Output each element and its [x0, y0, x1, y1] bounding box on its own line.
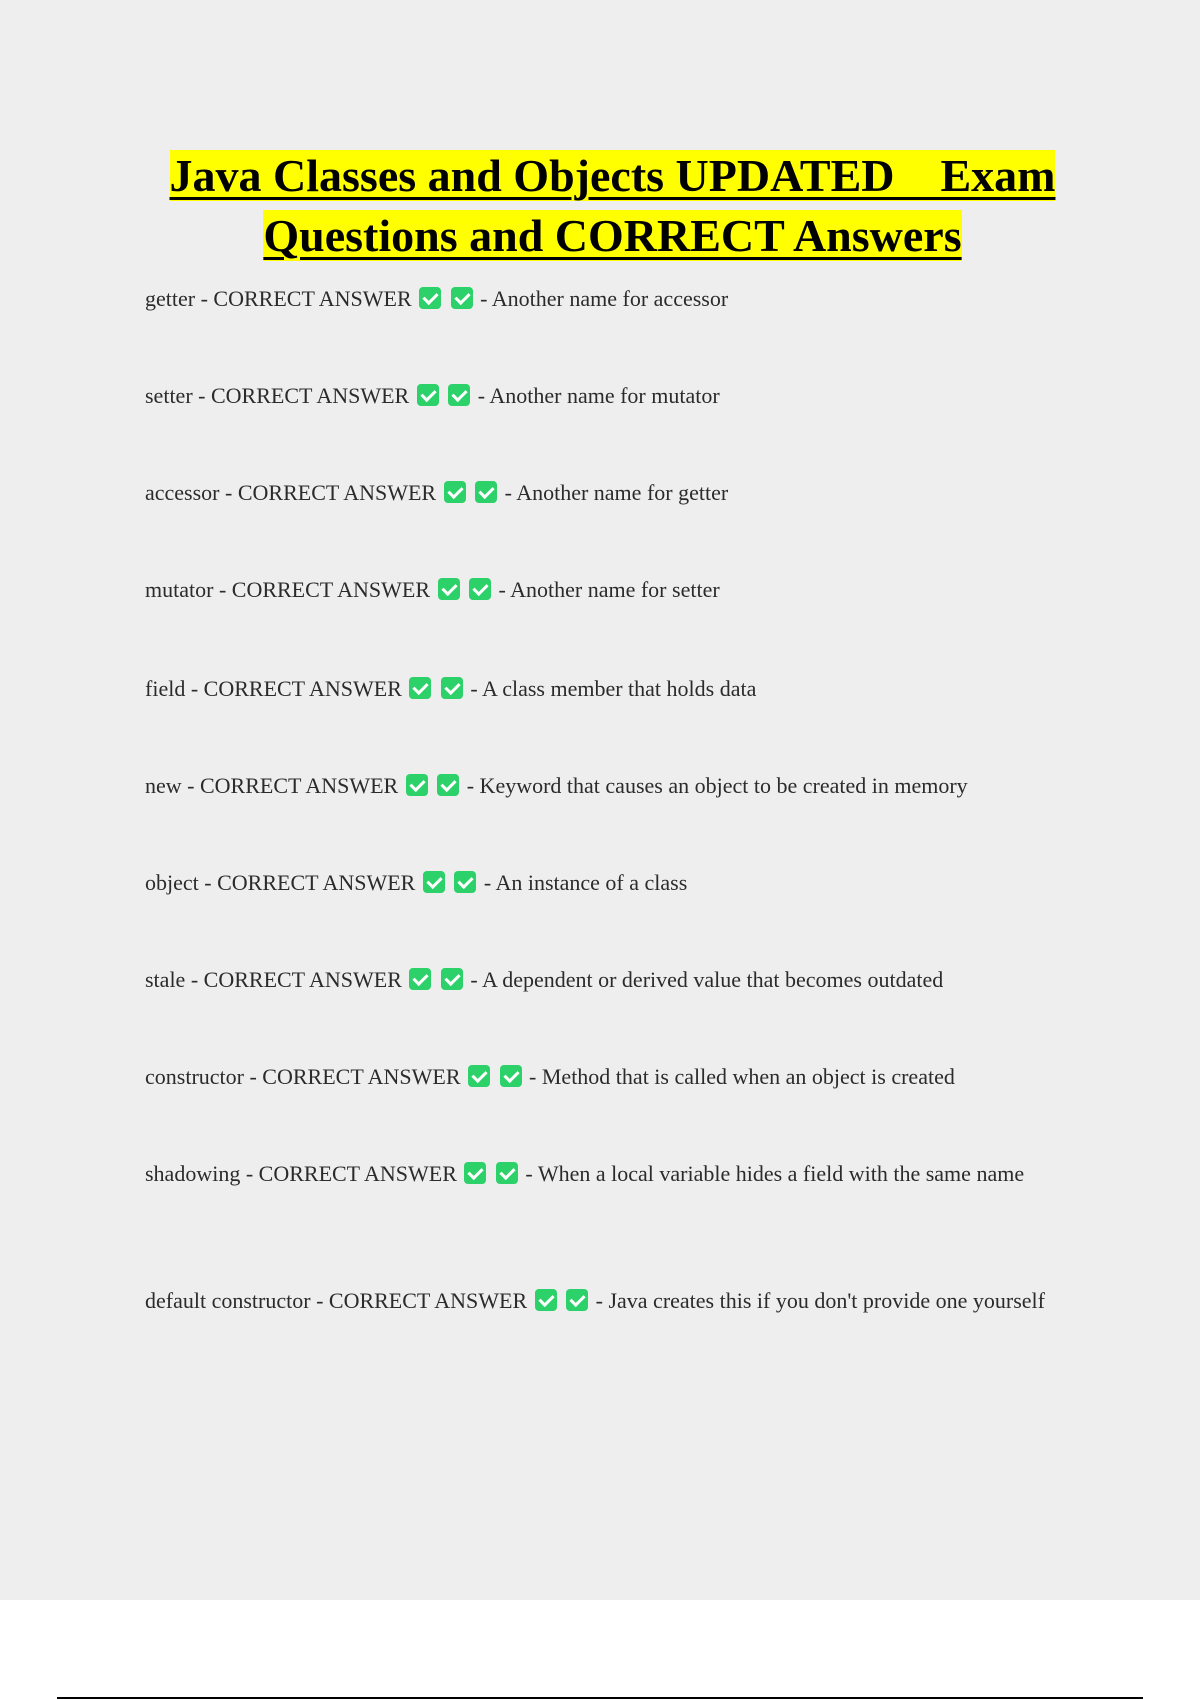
check-box-icon	[468, 1065, 490, 1087]
entry-definition: - Another name for accessor	[480, 286, 729, 311]
correct-answer-label: CORRECT ANSWER	[262, 1064, 461, 1089]
qa-entry-object: object - CORRECT ANSWER - An instance of a class	[145, 870, 688, 895]
entry-term: constructor	[145, 1064, 244, 1089]
entry-definition: - Java creates this if you don't provide one yourself	[595, 1288, 1045, 1313]
entry-term: mutator	[145, 577, 214, 602]
check-box-icon	[448, 384, 470, 406]
correct-answer-label: CORRECT ANSWER	[258, 1161, 457, 1186]
check-box-icon	[500, 1065, 522, 1087]
entry-term: field	[145, 676, 186, 701]
document-title	[140, 146, 1085, 266]
entry-definition: - When a local variable hides a field with the same name	[525, 1161, 1025, 1186]
correct-answer-label: CORRECT ANSWER	[213, 286, 412, 311]
check-box-icon	[417, 384, 439, 406]
check-box-icon	[496, 1162, 518, 1184]
check-box-icon	[409, 968, 431, 990]
qa-entry-default-constructor: default constructor - CORRECT ANSWER - Java creates this if you don't provide one yourself	[145, 1288, 1045, 1313]
entry-definition: - A class member that holds data	[470, 676, 757, 701]
check-box-icon	[441, 677, 463, 699]
entry-definition: - Method that is called when an object is created	[529, 1064, 955, 1089]
title-line-2: Questions and CORRECT Answers	[263, 210, 962, 261]
entry-term: setter	[145, 383, 193, 408]
qa-entry-mutator: mutator - CORRECT ANSWER - Another name for setter	[145, 577, 720, 602]
correct-answer-label: CORRECT ANSWER	[203, 676, 402, 701]
check-box-icon	[444, 481, 466, 503]
entry-definition: - A dependent or derived value that becomes outdated	[470, 967, 944, 992]
check-box-icon	[406, 774, 428, 796]
page-bottom-rule	[57, 1697, 1143, 1699]
correct-answer-label: CORRECT ANSWER	[210, 383, 410, 408]
entry-term: object	[145, 870, 199, 895]
correct-answer-label: CORRECT ANSWER	[217, 870, 416, 895]
qa-entry-constructor: constructor - CORRECT ANSWER - Method that is called when an object is created	[145, 1064, 955, 1089]
check-box-icon	[441, 968, 463, 990]
qa-entry-getter: getter - CORRECT ANSWER - Another name for accessor	[145, 286, 729, 311]
qa-entry-setter: setter - CORRECT ANSWER - Another name for mutator	[145, 383, 720, 408]
title-line-1: Java Classes and Objects UPDATED Exam	[169, 150, 1056, 201]
entry-definition: - Another name for mutator	[477, 383, 720, 408]
check-box-icon	[437, 774, 459, 796]
check-box-icon	[438, 578, 460, 600]
entry-term: stale	[145, 967, 186, 992]
entry-definition: - An instance of a class	[483, 870, 688, 895]
entry-definition: - Another name for setter	[498, 577, 720, 602]
qa-entry-new: new - CORRECT ANSWER - Keyword that causes an object to be created in memory	[145, 773, 968, 798]
check-box-icon	[464, 1162, 486, 1184]
check-box-icon	[475, 481, 497, 503]
check-box-icon	[535, 1289, 557, 1311]
entry-term: shadowing	[145, 1161, 241, 1186]
entry-term: new	[145, 773, 182, 798]
check-box-icon	[419, 287, 441, 309]
check-box-icon	[423, 871, 445, 893]
check-box-icon	[409, 677, 431, 699]
correct-answer-label: CORRECT ANSWER	[199, 773, 399, 798]
correct-answer-label: CORRECT ANSWER	[231, 577, 431, 602]
correct-answer-label: CORRECT ANSWER	[203, 967, 402, 992]
correct-answer-label: CORRECT ANSWER	[328, 1288, 528, 1313]
check-box-icon	[454, 871, 476, 893]
entry-definition: - Another name for getter	[504, 480, 729, 505]
qa-entry-field: field - CORRECT ANSWER - A class member that holds data	[145, 676, 757, 701]
qa-entry-shadowing: shadowing - CORRECT ANSWER - When a local variable hides a field with the same name	[145, 1161, 1025, 1186]
check-box-icon	[566, 1289, 588, 1311]
entry-term: accessor	[145, 480, 220, 505]
check-box-icon	[451, 287, 473, 309]
entry-term: getter	[145, 286, 196, 311]
qa-entry-accessor: accessor - CORRECT ANSWER - Another name for getter	[145, 480, 729, 505]
qa-entry-stale: stale - CORRECT ANSWER - A dependent or derived value that becomes outdated	[145, 967, 944, 992]
correct-answer-label: CORRECT ANSWER	[237, 480, 437, 505]
entry-definition: - Keyword that causes an object to be created in memory	[466, 773, 968, 798]
entry-term: default constructor	[145, 1288, 311, 1313]
check-box-icon	[469, 578, 491, 600]
